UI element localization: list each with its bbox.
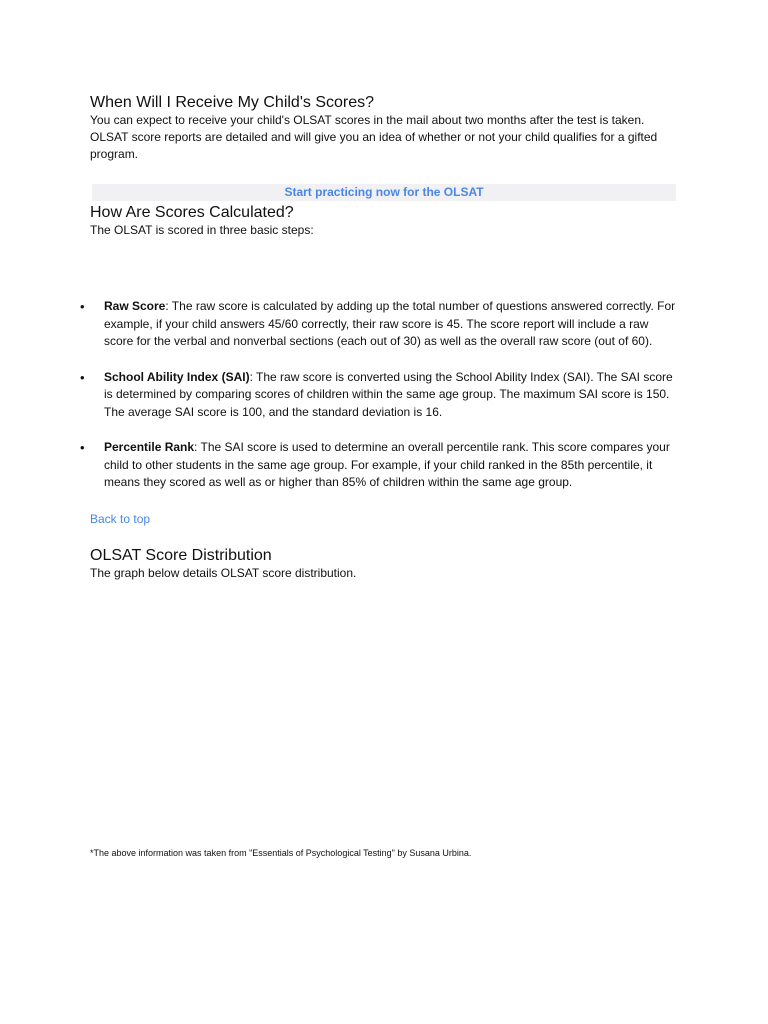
- list-item: [80, 369, 680, 422]
- score-distribution-intro: The graph below details OLSAT score distribution.: [90, 565, 357, 580]
- practice-banner: [92, 184, 676, 201]
- list-item: [80, 439, 680, 492]
- document-page: [80, 93, 680, 859]
- back-to-top-link[interactable]: Back to top: [90, 511, 151, 526]
- scores-calculated-intro: The OLSAT is scored in three basic steps:: [90, 223, 314, 237]
- start-practicing-link[interactable]: Start practicing now for the OLSAT: [284, 185, 484, 199]
- bullet-icon: •: [80, 440, 85, 455]
- step-text: : The SAI score is used to determine an overall percentile rank. This score compares your child to other students in the same age group. For example, if your child ranked in the 85th percentile, it means they scored as well as or higher than 85% of children within the same age group.: [104, 440, 670, 489]
- scoring-steps-list: [80, 298, 680, 492]
- step-term: Percentile Rank: [104, 440, 195, 454]
- section-heading-score-distribution: OLSAT Score Distribution: [90, 546, 272, 564]
- section-heading-receive-scores: When Will I Receive My Child's Scores?: [90, 94, 375, 111]
- bullet-icon: •: [80, 369, 85, 385]
- list-item: [80, 298, 680, 351]
- step-term: Raw Score: [104, 299, 166, 313]
- graph-placeholder-area: [90, 582, 680, 847]
- section-heading-scores-calculated: How Are Scores Calculated?: [90, 204, 294, 221]
- source-footnote: *The above information was taken from "Essentials of Psychological Testing" by Susana Urbina.: [90, 847, 472, 858]
- bullet-icon: •: [80, 299, 85, 314]
- receive-scores-paragraph: You can expect to receive your child's OLSAT scores in the mail about two months after the test is taken. OLSAT score reports are detailed and will give you an idea of whether or not your child qualifies for a gifted program.: [90, 113, 658, 161]
- step-text: : The raw score is calculated by adding up the total number of questions answered correctly. For example, if your child answers 45/60 correctly, their raw score is 45. The score report will include a raw score for the verbal and nonverbal sections (each out of 30) as well as the overall raw score (out of 60).: [104, 299, 676, 348]
- step-text: : The raw score is converted using the School Ability Index (SAI). The SAI score is determined by comparing scores of children within the same age group. The maximum SAI score is 150. The average SAI score is 100, and the standard deviation is 16.: [104, 369, 673, 419]
- step-term: School Ability Index (SAI): [104, 369, 250, 384]
